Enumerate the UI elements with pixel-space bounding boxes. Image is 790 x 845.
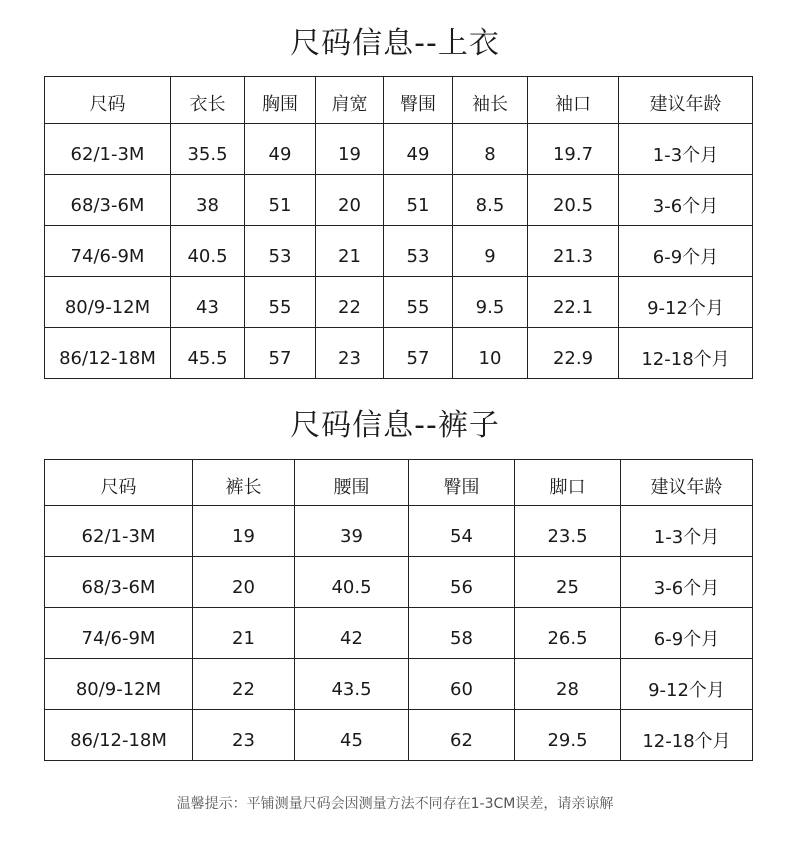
- table-cell: 21: [193, 608, 295, 659]
- table-cell: 8.5: [453, 175, 528, 226]
- table-cell: 54: [409, 506, 515, 557]
- table-cell: 56: [409, 557, 515, 608]
- table-cell: 43.5: [295, 659, 409, 710]
- column-header: 建议年龄: [621, 460, 753, 506]
- column-header: 袖口: [528, 77, 619, 124]
- table-cell: 49: [245, 124, 316, 175]
- top-size-table: [44, 76, 753, 379]
- table-cell: 58: [409, 608, 515, 659]
- table-cell: 53: [384, 226, 453, 277]
- table-cell: 9-12个月: [621, 659, 753, 710]
- table-cell: 8: [453, 124, 528, 175]
- table-cell: 51: [384, 175, 453, 226]
- table-cell: 62/1-3M: [45, 124, 171, 175]
- column-header: 袖长: [453, 77, 528, 124]
- table-cell: 20: [316, 175, 384, 226]
- table-cell: 62: [409, 710, 515, 761]
- column-header: 胸围: [245, 77, 316, 124]
- column-header: 肩宽: [316, 77, 384, 124]
- column-header: 腰围: [295, 460, 409, 506]
- table-row: [45, 175, 753, 226]
- table-cell: 49: [384, 124, 453, 175]
- column-header: 尺码: [45, 460, 193, 506]
- table-cell: 9-12个月: [619, 277, 753, 328]
- measurement-note: 温馨提示：平铺测量尺码会因测量方法不同存在1-3CM误差，请亲谅解: [176, 796, 614, 812]
- table-cell: 35.5: [171, 124, 245, 175]
- table-cell: 21.3: [528, 226, 619, 277]
- table-cell: 45: [295, 710, 409, 761]
- table-cell: 21: [316, 226, 384, 277]
- column-header: 臀围: [409, 460, 515, 506]
- table-cell: 20: [193, 557, 295, 608]
- table-cell: 51: [245, 175, 316, 226]
- table-cell: 68/3-6M: [45, 175, 171, 226]
- table-row: [45, 226, 753, 277]
- table-cell: 42: [295, 608, 409, 659]
- table-cell: 74/6-9M: [45, 608, 193, 659]
- table-cell: 40.5: [295, 557, 409, 608]
- table-row: [45, 557, 753, 608]
- table-cell: 68/3-6M: [45, 557, 193, 608]
- table-cell: 22.1: [528, 277, 619, 328]
- table-cell: 23: [193, 710, 295, 761]
- table-cell: 55: [384, 277, 453, 328]
- table-header-row: [45, 77, 753, 124]
- table-cell: 22: [316, 277, 384, 328]
- table-cell: 86/12-18M: [45, 328, 171, 379]
- table-cell: 9: [453, 226, 528, 277]
- table-cell: 40.5: [171, 226, 245, 277]
- table-cell: 39: [295, 506, 409, 557]
- table-cell: 43: [171, 277, 245, 328]
- table-cell: 9.5: [453, 277, 528, 328]
- table-cell: 29.5: [515, 710, 621, 761]
- table-cell: 1-3个月: [621, 506, 753, 557]
- table-cell: 19: [193, 506, 295, 557]
- table-cell: 19: [316, 124, 384, 175]
- table-row: [45, 328, 753, 379]
- table-cell: 22.9: [528, 328, 619, 379]
- table-row: [45, 710, 753, 761]
- table-cell: 57: [245, 328, 316, 379]
- column-header: 衣长: [171, 77, 245, 124]
- table-cell: 28: [515, 659, 621, 710]
- table-cell: 25: [515, 557, 621, 608]
- table-cell: 1-3个月: [619, 124, 753, 175]
- table-cell: 23.5: [515, 506, 621, 557]
- table-cell: 26.5: [515, 608, 621, 659]
- table-cell: 10: [453, 328, 528, 379]
- bottom-table-title: 尺码信息--裤子: [290, 408, 500, 443]
- table-cell: 74/6-9M: [45, 226, 171, 277]
- table-cell: 6-9个月: [621, 608, 753, 659]
- table-row: [45, 659, 753, 710]
- table-cell: 57: [384, 328, 453, 379]
- table-row: [45, 277, 753, 328]
- table-row: [45, 506, 753, 557]
- table-cell: 60: [409, 659, 515, 710]
- table-cell: 23: [316, 328, 384, 379]
- table-header-row: [45, 460, 753, 506]
- table-cell: 12-18个月: [621, 710, 753, 761]
- column-header: 建议年龄: [619, 77, 753, 124]
- table-cell: 22: [193, 659, 295, 710]
- column-header: 臀围: [384, 77, 453, 124]
- column-header: 尺码: [45, 77, 171, 124]
- table-cell: 12-18个月: [619, 328, 753, 379]
- table-cell: 20.5: [528, 175, 619, 226]
- table-cell: 3-6个月: [619, 175, 753, 226]
- table-cell: 38: [171, 175, 245, 226]
- table-cell: 6-9个月: [619, 226, 753, 277]
- column-header: 脚口: [515, 460, 621, 506]
- table-cell: 80/9-12M: [45, 277, 171, 328]
- table-cell: 55: [245, 277, 316, 328]
- table-row: [45, 124, 753, 175]
- top-table-title: 尺码信息--上衣: [290, 26, 500, 61]
- table-cell: 3-6个月: [621, 557, 753, 608]
- table-cell: 19.7: [528, 124, 619, 175]
- column-header: 裤长: [193, 460, 295, 506]
- bottom-size-table: [44, 459, 753, 761]
- table-cell: 45.5: [171, 328, 245, 379]
- table-row: [45, 608, 753, 659]
- table-cell: 86/12-18M: [45, 710, 193, 761]
- table-cell: 53: [245, 226, 316, 277]
- table-cell: 80/9-12M: [45, 659, 193, 710]
- table-cell: 62/1-3M: [45, 506, 193, 557]
